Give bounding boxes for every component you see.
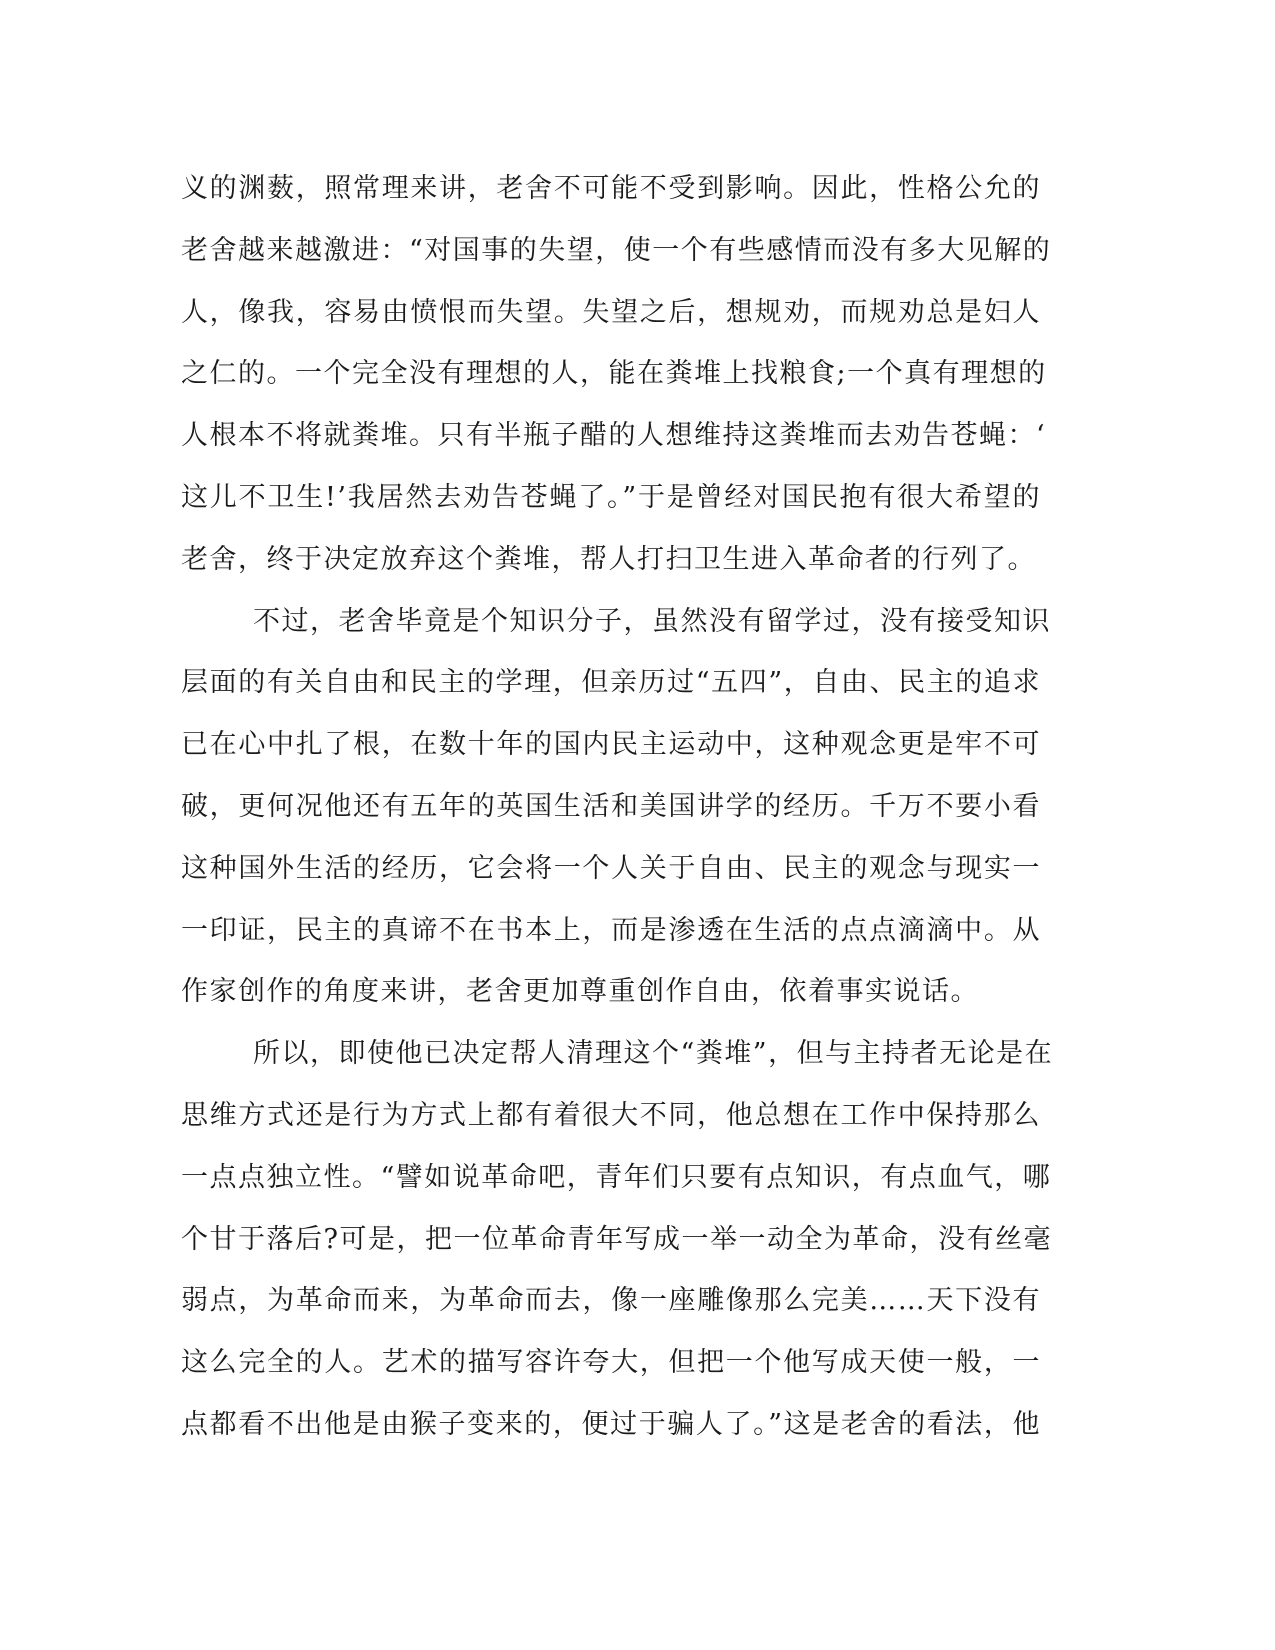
text-line: 所以，即使他已决定帮人清理这个“粪堆”，但与主持者无论是在 [253,1038,1054,1070]
text-line: 老舍，终于决定放弃这个粪堆，帮人打扫卫生进入革命者的行列了。 [181,543,1036,575]
paragraph-1 [181,158,1052,591]
text-line: 这儿不卫生!’我居然去劝告苍蝇了。”于是曾经对国民抱有很大希望的 [181,481,1041,513]
text-line: 作家创作的角度来讲，老舍更加尊重创作自由，依着事实说话。 [181,976,979,1008]
text-line: 人根本不将就粪堆。只有半瓶子醋的人想维持这粪堆而去劝告苍蝇：‘ [181,420,1047,452]
text-line: 个甘于落后?可是，把一位革命青年写成一举一动全为革命，没有丝毫 [181,1223,1052,1255]
text-line: 义的渊薮，照常理来讲，老舍不可能不受到影响。因此，性格公允的 [181,173,1041,204]
paragraph-3 [181,1023,1054,1456]
text-line: 这么完全的人。艺术的描写容许夸大，但把一个他写成天使一般，一 [181,1347,1041,1379]
text-line: 不过，老舍毕竟是个知识分子，虽然没有留学过，没有接受知识 [253,605,1051,637]
body-text [181,158,1054,1456]
text-line: 层面的有关自由和民主的学理，但亲历过“五四”，自由、民主的追求 [181,667,1041,699]
text-line: 一点点独立性。“譬如说革命吧，青年们只要有点知识，有点血气，哪 [181,1161,1052,1193]
text-line: 思维方式还是行为方式上都有着很大不同，他总想在工作中保持那么 [181,1099,1041,1131]
paragraph-2 [181,591,1051,1024]
text-line: 点都看不出他是由猴子变来的，便过于骗人了。”这是老舍的看法，他 [181,1408,1041,1440]
text-line: 人，像我，容易由愤恨而失望。失望之后，想规劝，而规劝总是妇人 [181,296,1041,328]
text-line: 老舍越来越激进：“对国事的失望，使一个有些感情而没有多大见解的 [181,234,1052,266]
text-line: 这种国外生活的经历，它会将一个人关于自由、民主的观念与现实一 [181,852,1041,884]
text-line: 已在心中扎了根，在数十年的国内民主运动中，这种观念更是牢不可 [181,729,1041,761]
text-line: 破，更何况他还有五年的英国生活和美国讲学的经历。千万不要小看 [181,790,1041,822]
text-line: 弱点，为革命而来，为革命而去，像一座雕像那么完美……天下没有 [181,1285,1041,1317]
text-line: 一印证，民主的真谛不在书本上，而是渗透在生活的点点滴滴中。从 [181,914,1041,946]
text-line: 之仁的。一个完全没有理想的人，能在粪堆上找粮食;一个真有理想的 [181,358,1047,390]
